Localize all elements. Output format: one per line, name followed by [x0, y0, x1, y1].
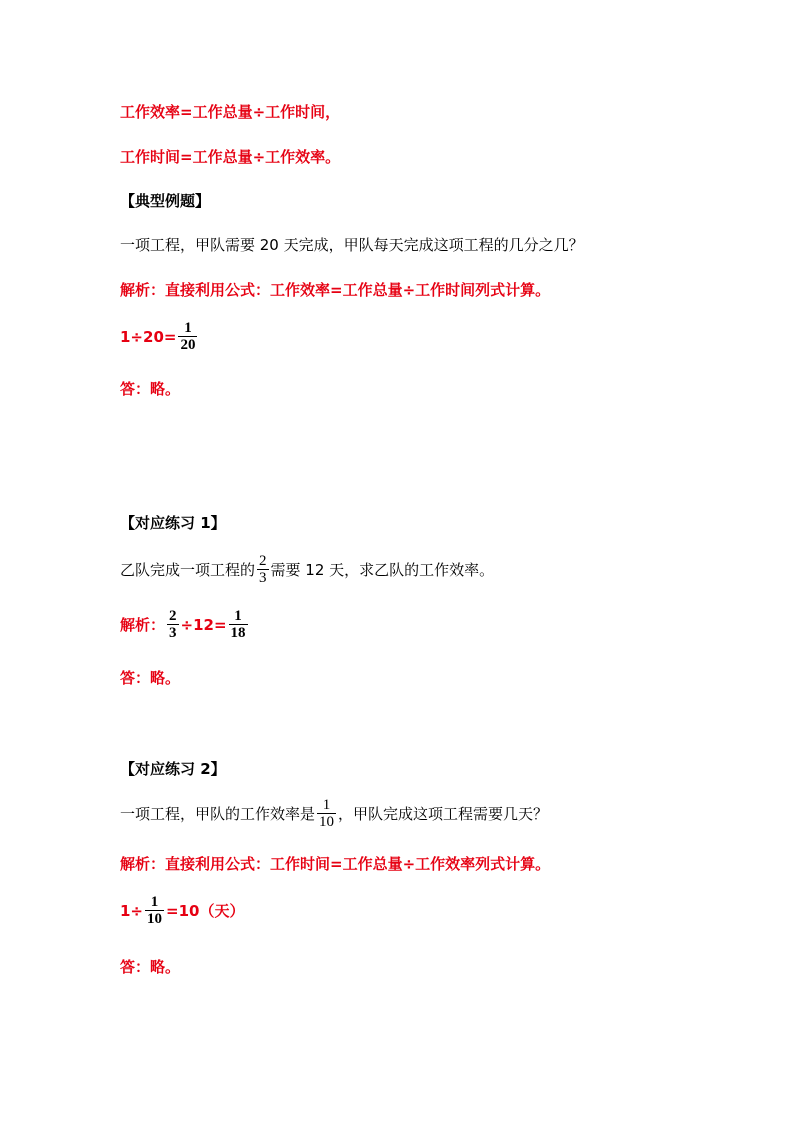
fraction-numerator: 1	[150, 894, 159, 910]
practice1-analysis-label: 解析：	[120, 615, 166, 634]
practice1-calc-fraction-2	[229, 608, 248, 641]
fraction-denominator: 3	[259, 570, 267, 586]
example-heading: 【典型例题】	[120, 192, 211, 210]
example-calculation	[120, 320, 199, 353]
fraction-numerator: 1	[184, 320, 192, 336]
fraction-numerator: 1	[234, 608, 242, 624]
fraction-denominator: 18	[230, 625, 246, 641]
practice2-question-after: ，甲队完成这项工程需要几天？	[338, 804, 549, 823]
practice1-question-before: 乙队完成一项工程的	[120, 560, 256, 579]
fraction-denominator: 3	[169, 625, 177, 641]
practice1-calc-mid: ÷12=	[180, 615, 227, 634]
practice2-question-fraction	[317, 797, 336, 830]
practice2-calc-fraction	[145, 894, 164, 927]
fraction-denominator: 10	[147, 911, 163, 927]
practice2-answer: 答：略。	[120, 958, 181, 976]
practice2-analysis: 解析：直接利用公式：工作时间=工作总量÷工作效率列式计算。	[120, 855, 551, 873]
fraction-denominator: 10	[319, 814, 335, 830]
practice1-question-fraction	[257, 553, 269, 586]
example-fraction	[178, 320, 197, 353]
practice1-question-after: 需要 12 天，求乙队的工作效率。	[270, 560, 495, 579]
fraction-numerator: 2	[169, 608, 177, 624]
example-question: 一项工程，甲队需要 20 天完成，甲队每天完成这项工程的几分之几？	[120, 236, 584, 254]
practice2-calc-prefix: 1÷	[120, 901, 144, 920]
practice1-answer: 答：略。	[120, 669, 181, 687]
fraction-denominator: 20	[180, 337, 196, 353]
practice2-calc-suffix: =10（天）	[166, 901, 245, 920]
example-answer: 答：略。	[120, 380, 181, 398]
practice1-heading: 【对应练习 1】	[120, 514, 226, 532]
practice1-calc-fraction-1	[167, 608, 179, 641]
formula-time: 工作时间=工作总量÷工作效率。	[120, 148, 341, 166]
practice1-analysis	[120, 608, 250, 641]
practice1-question	[120, 553, 494, 586]
example-calc-prefix: 1÷20=	[120, 327, 177, 346]
fraction-numerator: 2	[259, 553, 267, 569]
formula-efficiency: 工作效率=工作总量÷工作时间，	[120, 103, 341, 121]
practice2-heading: 【对应练习 2】	[120, 760, 226, 778]
fraction-numerator: 1	[322, 797, 331, 813]
practice2-calculation	[120, 894, 244, 927]
example-analysis: 解析：直接利用公式：工作效率=工作总量÷工作时间列式计算。	[120, 281, 551, 299]
practice2-question-before: 一项工程，甲队的工作效率是	[120, 804, 316, 823]
practice2-question	[120, 797, 548, 830]
